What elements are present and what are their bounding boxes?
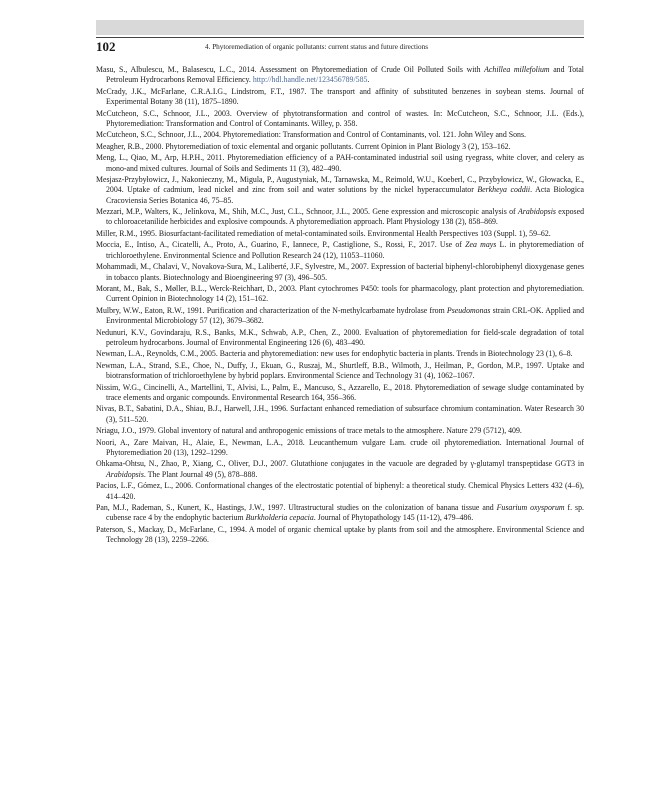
reference-text: Mulbry, W.W., Eaton, R.W., 1991. Purification and characterization of the N-methylcarbamate hydrolase from [96, 305, 447, 315]
reference-text: and Total Petroleum Hydrocarbons Removal Efficiency. [106, 65, 584, 85]
reference-text: strain CRL-OK. Applied and Environmental Microbiology 57 (12), 3679–3682. [106, 305, 585, 326]
reference-text: Noori, A., Zare Maivan, H., Alaie, E., Newman, L.A., 2018. Leucanthemum vulgare Lam. crude oil phytoremediation. International Journal of Phytoremediation 20 (13), 1292–1299. [96, 437, 584, 457]
reference-entry [96, 65, 584, 86]
reference-text: Pan, M.J., Rademan, S., Kunert, K., Hastings, J.W., 1997. Ultrastructural studies on the colonization of banana tissue and [96, 503, 497, 512]
reference-text: Pacios, L.F., Gómez, L., 2006. Conformational changes of the electrostatic potential of biphenyl: a theoretical study. Chemical Physics Letters 432 (4–6), 414–420. [96, 481, 584, 501]
reference-text: Moccia, E., Intiso, A., Cicatelli, A., Proto, A., Guarino, F., Iannece, P., Castiglione, S., Rossi, F., 2017. Use of [96, 240, 466, 250]
reference-entry [96, 459, 584, 480]
running-head: 4. Phytoremediation of organic pollutants: current status and future directions [205, 43, 429, 51]
reference-text: . Journal of Phytopathology 145 (11-12), 479–486. [313, 513, 474, 523]
reference-text: Nriagu, J.O., 1979. Global inventory of natural and anthropogenic emissions of trace metals to the atmosphere. Nature 279 (5712), 409. [96, 426, 522, 436]
reference-text: Mohammadi, M., Chalavi, V., Novakova-Sura, M., Laliberté, J.F., Sylvestre, M., 2007. Expression of bacterial biphenyl-chlorobiphenyl dioxygenase genes in tobacco plants. Biotechnology and Bioengineering 97 (3), 496–505. [96, 262, 584, 282]
reference-text: Meng, L., Qiao, M., Arp, H.P.H., 2011. Phytoremediation efficiency of a PAH-contaminated industrial soil using ryegrass, white clover, and celery as mono-and mixed cultures. Journal of Soils and Sediments 11 (3), 482–490. [96, 153, 584, 173]
reference-italic-term: Fusarium oxysporum [496, 503, 565, 512]
reference-text: Paterson, S., Mackay, D., McFarlane, C., 1994. A model of organic chemical uptake by plants from soil and the atmosphere. Environmental Science and Technology 28 (13), 2259–2266. [96, 524, 584, 545]
reference-entry [96, 262, 584, 283]
reference-entry [96, 207, 584, 228]
reference-text: Ohkama-Ohtsu, N., Zhao, P., Xiang, C., Oliver, D.J., 2007. Glutathione conjugates in the vacuole are degraded by γ-glutamyl transpeptidase GGT3 in [96, 459, 584, 469]
reference-entry [96, 383, 584, 404]
reference-italic-term: Arabidopsis [106, 469, 144, 479]
reference-entry [96, 109, 584, 130]
reference-italic-term: Achillea millefolium [484, 65, 550, 74]
reference-text: Mezzari, M.P., Walters, K., Jelínkova, M., Shih, M.C., Just, C.L., Schnoor, J.L., 2005. Gene expression and microscopic analysis of [96, 207, 519, 217]
reference-italic-term: Pseudomonas [446, 305, 491, 315]
reference-entry [96, 426, 584, 436]
reference-text: . Acta Biologica Cracoviensia Series Botanica 46, 75–85. [106, 185, 584, 205]
reference-text: Newman, L.A., Reynolds, C.M., 2005. Bacteria and phytoremediation: new uses for endophytic bacteria in plants. Trends in Biotechnology 23 (1), 6–8. [96, 349, 573, 359]
reference-entry [96, 404, 584, 425]
reference-entry [96, 142, 584, 152]
reference-italic-term: Burkholderia cepacia [245, 513, 314, 523]
reference-text: Nedunuri, K.V., Govindaraju, R.S., Banks, M.K., Schwab, A.P., Chen, Z., 2000. Evaluation of phytoremediation for field-scale degradation of total petroleum hydrocarbons. Journal of Environmental Engineering 126 (6), 483–490. [96, 327, 584, 347]
reference-list [96, 65, 584, 547]
reference-text: Masu, S., Albulescu, M., Balasescu, L.C., 2014. Assessment on Phytoremediation of Crude Oil Polluted Soils with [96, 65, 485, 74]
reference-text: Miller, R.M., 1995. Biosurfactant-facilitated remediation of metal-contaminated soils. Environmental Health Perspectives 103 (Suppl. 1), 59–62. [96, 228, 551, 238]
reference-text: L. in phytoremediation of trichloroethylene. Environmental Science and Pollution Research 24 (12), 11053–11060. [106, 240, 584, 260]
reference-entry [96, 87, 584, 108]
reference-entry [96, 525, 584, 546]
reference-text: McCrady, J.K., McFarlane, C.R.A.I.G., Lindstrom, F.T., 1987. The transport and affinity of substituted benzenes in soybean stems. Journal of Experimental Botany 38 (11), 1875–1890. [96, 86, 584, 107]
reference-text: McCutcheon, S.C., Schnoor, J.L., 2003. Overview of phytotransformation and control of wastes. In: McCutcheon, S.C., Schnoor, J.L. (Eds.), Phytoremediation: Transformation and Control of Contaminants. Willey, p. 358. [96, 108, 584, 128]
reference-entry [96, 229, 584, 239]
reference-text: Morant, M., Bak, S., Møller, B.L., Werck-Reichhart, D., 2003. Plant cytochromes P450: tools for pharmacology, plant protection and phytoremediation. Current Opinion in Biotechnology 14 (2), 151–162. [96, 284, 584, 304]
reference-italic-term: Zea mays [465, 240, 497, 250]
reference-entry [96, 503, 584, 524]
page-header [96, 37, 584, 54]
reference-entry [96, 361, 584, 382]
reference-text: Newman, L.A., Strand, S.E., Choe, N., Duffy, J., Ekuan, G., Ruszaj, M., Shurtleff, B.B., Wilmoth, J., Heilman, P., Gordon, M.P., 1997. Uptake and biotransformation of trichloroethylene by hybrid poplars. Environmental Science and Technology 31 (4), 1062–1067. [96, 360, 584, 381]
reference-entry [96, 284, 584, 305]
reference-entry [96, 349, 584, 359]
reference-text: . The Plant Journal 49 (5), 878–888. [143, 469, 258, 479]
reference-text: Mesjasz-Przybyłowicz, J., Nakonieczny, M., Migula, P., Augustyniak, M., Tarnawska, M., Reimold, W.U., Koeberl, C., Przybyłowicz, W., Głowacka, E., 2004. Uptake of cadmium, lead nickel and zinc from soil and water solutions by the nickel hyperaccumulator [96, 175, 584, 195]
reference-text: McCutcheon, S.C., Schnoor, J.L., 2004. Phytoremediation: Transformation and Control of Contaminants, vol. 121. John Wiley and Sons. [96, 130, 526, 140]
reference-entry [96, 240, 584, 261]
reference-text: . [367, 75, 370, 85]
reference-entry [96, 175, 584, 206]
reference-italic-term: Berkheya coddii [477, 185, 531, 195]
reference-text: Nivas, B.T., Sabatini, D.A., Shiau, B.J., Harwell, J.H., 1996. Surfactant enhanced remediation of subsurface chromium contamination. Water Research 30 (3), 511–520. [96, 404, 584, 424]
reference-entry [96, 130, 584, 140]
reference-entry [96, 481, 584, 502]
header-bar [96, 20, 584, 35]
reference-entry [96, 153, 584, 174]
reference-entry [96, 328, 584, 349]
reference-text: Meagher, R.B., 2000. Phytoremediation of toxic elemental and organic pollutants. Current Opinion in Plant Biology 3 (2), 153–162. [96, 141, 511, 151]
reference-italic-term: Arabidopsis [518, 207, 556, 217]
reference-text: exposed to chloroacetanilide herbicides and explosive compounds. A phytoremediation approach. Plant Physiology 138 (2), 858–869. [106, 207, 584, 227]
reference-entry [96, 306, 584, 327]
reference-link[interactable]: http://hdl.handle.net/123456789/585 [252, 75, 368, 85]
page-number: 102 [96, 39, 116, 54]
reference-text: f. sp. cubense race 4 by the endophytic bacterium [106, 503, 584, 523]
reference-text: Nissim, W.G., Cincinelli, A., Martellini, T., Alvisi, L., Palm, E., Mancuso, S., Azzarello, E., 2018. Phytoremediation of sewage sludge contaminated by trace elements and organic compounds. Environmental Research 164, 356–366. [96, 382, 584, 402]
reference-entry [96, 438, 584, 459]
